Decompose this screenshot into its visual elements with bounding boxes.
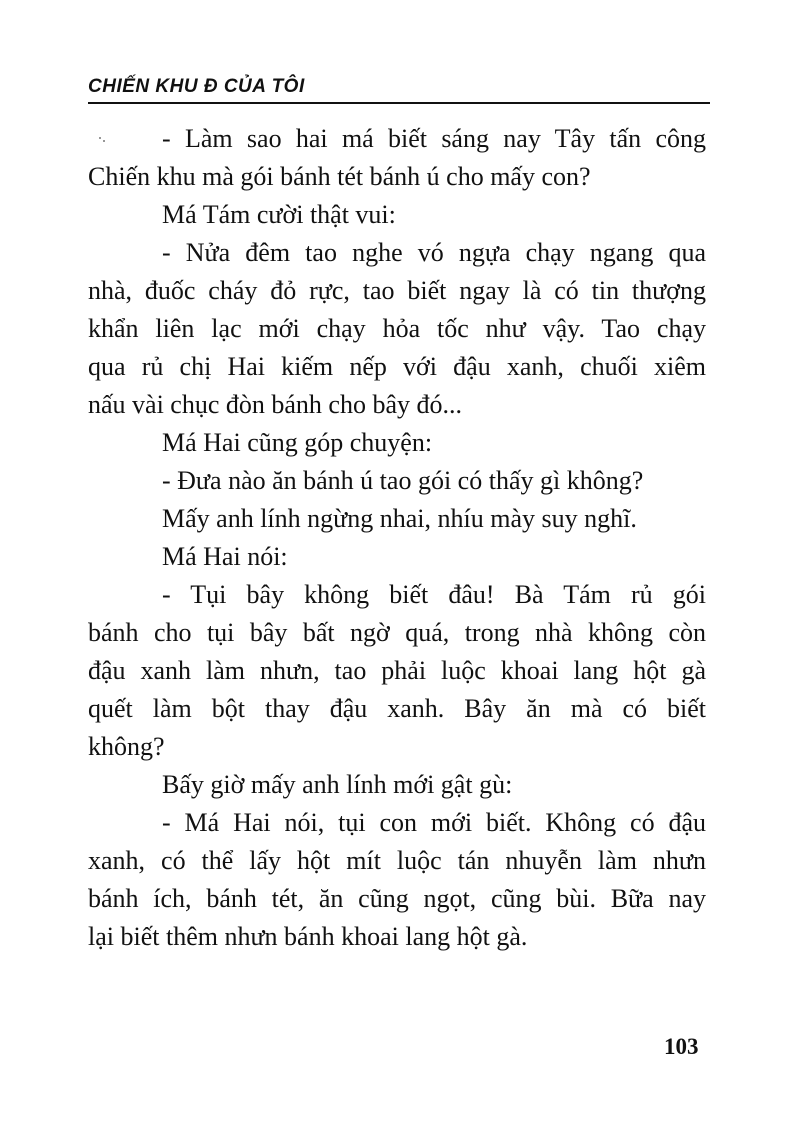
paragraph-line: Má Hai nói: (162, 542, 288, 571)
paragraph-line: bánh ích, bánh tét, ăn cũng ngọt, cũng bùi. Bữa nay (88, 884, 706, 913)
paragraph-line: - Nửa đêm tao nghe vó ngựa chạy ngang qua (162, 238, 706, 267)
paragraph-line: bánh cho tụi bây bất ngờ quá, trong nhà không còn (88, 618, 706, 647)
paragraph-line: Bấy giờ mấy anh lính mới gật gù: (162, 770, 513, 799)
paragraph-line: - Má Hai nói, tụi con mới biết. Không có đậu (162, 808, 706, 837)
running-header (88, 72, 710, 104)
paragraph-line: xanh, có thể lấy hột mít luộc tán nhuyễn làm nhưn (88, 846, 706, 875)
paragraph-line: khẩn liên lạc mới chạy hỏa tốc như vậy. Tao chạy (88, 314, 706, 343)
paragraph-line: lại biết thêm nhưn bánh khoai lang hột gà. (88, 922, 528, 951)
paragraph-line: qua rủ chị Hai kiếm nếp với đậu xanh, chuối xiêm (88, 352, 706, 381)
paragraph-line: Chiến khu mà gói bánh tét bánh ú cho mấy con? (88, 162, 591, 191)
paragraph-line: - Tụi bây không biết đâu! Bà Tám rủ gói (162, 580, 706, 609)
paragraph-line: quết làm bột thay đậu xanh. Bây ăn mà có biết (88, 694, 706, 723)
paragraph-line: Mấy anh lính ngừng nhai, nhíu mày suy nghĩ. (162, 504, 637, 533)
running-title: CHIẾN KHU Đ CỦA TÔI (88, 76, 305, 97)
paragraph-line: nhà, đuốc cháy đỏ rực, tao biết ngay là có tin thượng (88, 276, 706, 305)
paragraph-line: Má Hai cũng góp chuyện: (162, 428, 433, 457)
paragraph-line: - Đưa nào ăn bánh ú tao gói có thấy gì không? (162, 466, 644, 495)
paragraph-line: Má Tám cười thật vui: (162, 200, 396, 229)
page-number: 103 (664, 1034, 699, 1059)
paragraph-line: đậu xanh làm nhưn, tao phải luộc khoai lang hột gà (88, 656, 706, 685)
paragraph-line: nấu vài chục đòn bánh cho bây đó... (88, 390, 463, 419)
paragraph-line: - Làm sao hai má biết sáng nay Tây tấn công (162, 124, 706, 153)
body-text (88, 120, 706, 956)
paragraph-line: không? (88, 732, 165, 761)
